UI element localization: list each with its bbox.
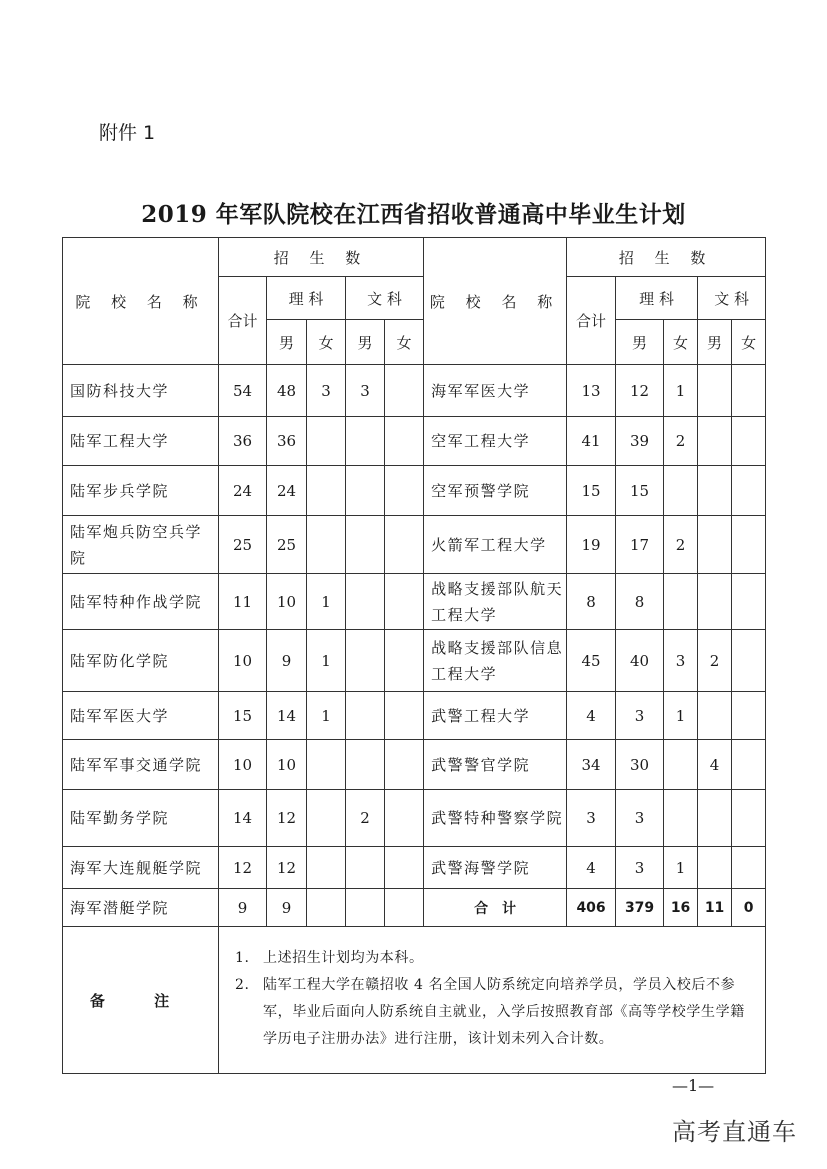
arts-female-cell — [385, 740, 424, 790]
female-header: 女 — [307, 320, 346, 365]
arts-male-cell: 4 — [698, 740, 732, 790]
school-name: 战略支援部队航天工程大学 — [424, 574, 567, 630]
science-male-cell: 12 — [267, 790, 307, 847]
arts-header-right: 文 科 — [698, 277, 766, 320]
school-name: 陆军防化学院 — [63, 630, 219, 692]
science-male-cell: 3 — [616, 847, 664, 889]
total-cell: 3 — [567, 790, 616, 847]
enroll-header-right: 招 生 数 — [567, 238, 766, 277]
school-name: 海军大连舰艇学院 — [63, 847, 219, 889]
table-row — [63, 740, 766, 790]
science-male-cell: 14 — [267, 692, 307, 740]
female-header: 女 — [664, 320, 698, 365]
header-row-1 — [63, 238, 766, 277]
arts-male-cell — [346, 516, 385, 574]
science-header-right: 理 科 — [616, 277, 698, 320]
arts-female-cell — [732, 692, 766, 740]
science-female-cell: 1 — [307, 692, 346, 740]
arts-female-cell — [732, 417, 766, 466]
arts-female-cell — [732, 516, 766, 574]
attachment-label: 附件 1 — [99, 122, 156, 144]
note-index: 1. — [235, 950, 250, 966]
science-male-cell: 3 — [616, 692, 664, 740]
female-header: 女 — [385, 320, 424, 365]
watermark: 高考直通车 — [672, 1118, 797, 1146]
table-row — [63, 847, 766, 889]
table-row-last — [63, 889, 766, 927]
school-name: 国防科技大学 — [63, 365, 219, 417]
arts-female-cell — [732, 847, 766, 889]
science-male-cell: 9 — [267, 889, 307, 927]
science-female-cell: 1 — [664, 847, 698, 889]
science-male-cell: 12 — [267, 847, 307, 889]
arts-male-cell — [346, 692, 385, 740]
arts-male-cell — [698, 790, 732, 847]
arts-male-cell — [698, 847, 732, 889]
science-male-cell: 36 — [267, 417, 307, 466]
school-name: 陆军步兵学院 — [63, 466, 219, 516]
school-name: 火箭军工程大学 — [424, 516, 567, 574]
science-male-cell: 12 — [616, 365, 664, 417]
note-text: 上述招生计划均为本科。 — [263, 950, 424, 966]
total-cell: 34 — [567, 740, 616, 790]
male-header: 男 — [267, 320, 307, 365]
science-female-cell: 1 — [307, 630, 346, 692]
table-row — [63, 630, 766, 692]
notes-row — [63, 927, 766, 1074]
total-cell: 54 — [219, 365, 267, 417]
science-female-cell — [664, 466, 698, 516]
school-name: 陆军特种作战学院 — [63, 574, 219, 630]
science-male-cell: 9 — [267, 630, 307, 692]
science-female-cell: 1 — [664, 365, 698, 417]
arts-male-cell — [346, 740, 385, 790]
school-name: 战略支援部队信息工程大学 — [424, 630, 567, 692]
arts-female-cell — [385, 365, 424, 417]
table-row — [63, 365, 766, 417]
male-header: 男 — [346, 320, 385, 365]
total-cell: 11 — [219, 574, 267, 630]
school-name: 武警警官学院 — [424, 740, 567, 790]
enroll-header-left: 招 生 数 — [219, 238, 424, 277]
note-text: 陆军工程大学在赣招收 4 名全国人防系统定向培养学员，学员入校后不参军，毕业后面向人防系统自主就业，入学后按照教育部《高等学校学生学籍学历电子注册办法》进行注册，该计划未列入合计数。 — [263, 977, 745, 1047]
school-name: 陆军军事交通学院 — [63, 740, 219, 790]
school-name: 武警工程大学 — [424, 692, 567, 740]
arts-female-cell — [732, 630, 766, 692]
science-female-cell — [307, 847, 346, 889]
grand-total-value: 406 — [567, 889, 616, 927]
science-female-cell — [307, 466, 346, 516]
school-name: 陆军工程大学 — [63, 417, 219, 466]
school-name: 陆军军医大学 — [63, 692, 219, 740]
arts-male-cell — [346, 574, 385, 630]
arts-female-cell — [732, 790, 766, 847]
arts-female-cell — [732, 574, 766, 630]
science-header-left: 理 科 — [267, 277, 346, 320]
page-title: 2019 年军队院校在江西省招收普通高中毕业生计划 — [141, 201, 686, 228]
total-cell: 10 — [219, 630, 267, 692]
table-row — [63, 417, 766, 466]
science-female-cell — [664, 740, 698, 790]
grand-total-label: 合 计 — [424, 889, 567, 927]
total-cell: 12 — [219, 847, 267, 889]
arts-male-cell — [698, 417, 732, 466]
total-cell: 15 — [219, 692, 267, 740]
page-number: —1— — [672, 1076, 715, 1095]
arts-female-cell — [385, 847, 424, 889]
arts-male-cell — [698, 574, 732, 630]
notes-label: 备 注 — [63, 927, 219, 1074]
science-female-cell: 3 — [307, 365, 346, 417]
notes-content — [219, 927, 766, 1074]
science-male-cell: 40 — [616, 630, 664, 692]
total-cell: 10 — [219, 740, 267, 790]
total-cell: 15 — [567, 466, 616, 516]
table-row — [63, 466, 766, 516]
school-name: 海军军医大学 — [424, 365, 567, 417]
science-female-cell — [307, 740, 346, 790]
science-male-cell: 10 — [267, 740, 307, 790]
grand-total-science-female: 16 — [664, 889, 698, 927]
arts-male-cell — [698, 516, 732, 574]
note-item — [235, 945, 757, 972]
science-male-cell: 8 — [616, 574, 664, 630]
total-cell: 45 — [567, 630, 616, 692]
science-male-cell: 3 — [616, 790, 664, 847]
arts-male-cell: 2 — [698, 630, 732, 692]
arts-female-cell — [385, 574, 424, 630]
arts-female-cell — [732, 365, 766, 417]
grand-total-science-male: 379 — [616, 889, 664, 927]
table-row — [63, 516, 766, 574]
arts-male-cell — [346, 847, 385, 889]
science-female-cell — [664, 790, 698, 847]
table-row — [63, 790, 766, 847]
table-row — [63, 574, 766, 630]
total-header-right: 合计 — [567, 277, 616, 365]
arts-female-cell — [385, 692, 424, 740]
total-cell: 24 — [219, 466, 267, 516]
science-male-cell: 30 — [616, 740, 664, 790]
grand-total-arts-female: 0 — [732, 889, 766, 927]
school-name: 陆军炮兵防空兵学院 — [63, 516, 219, 574]
arts-male-cell: 2 — [346, 790, 385, 847]
grand-total-arts-male: 11 — [698, 889, 732, 927]
science-female-cell — [307, 889, 346, 927]
school-name: 空军工程大学 — [424, 417, 567, 466]
science-male-cell: 39 — [616, 417, 664, 466]
arts-female-cell — [385, 889, 424, 927]
school-header-left: 院 校 名 称 — [63, 238, 219, 365]
arts-female-cell — [732, 740, 766, 790]
total-cell: 41 — [567, 417, 616, 466]
science-female-cell: 2 — [664, 516, 698, 574]
science-male-cell: 15 — [616, 466, 664, 516]
science-female-cell — [664, 574, 698, 630]
school-name: 武警特种警察学院 — [424, 790, 567, 847]
science-female-cell: 1 — [307, 574, 346, 630]
arts-male-cell — [698, 692, 732, 740]
total-cell: 9 — [219, 889, 267, 927]
arts-female-cell — [385, 516, 424, 574]
science-female-cell — [307, 516, 346, 574]
note-index: 2. — [235, 977, 250, 993]
total-cell: 13 — [567, 365, 616, 417]
total-cell: 36 — [219, 417, 267, 466]
arts-female-cell — [385, 630, 424, 692]
school-name: 武警海警学院 — [424, 847, 567, 889]
school-header-right: 院 校 名 称 — [424, 238, 567, 365]
total-header-left: 合计 — [219, 277, 267, 365]
note-item — [235, 972, 757, 1053]
enrollment-table — [62, 237, 766, 1074]
school-name: 海军潜艇学院 — [63, 889, 219, 927]
arts-male-cell — [698, 466, 732, 516]
science-female-cell: 3 — [664, 630, 698, 692]
science-male-cell: 17 — [616, 516, 664, 574]
arts-header-left: 文 科 — [346, 277, 424, 320]
total-cell: 19 — [567, 516, 616, 574]
arts-female-cell — [385, 466, 424, 516]
science-female-cell: 2 — [664, 417, 698, 466]
male-header: 男 — [616, 320, 664, 365]
science-female-cell — [307, 417, 346, 466]
arts-male-cell — [346, 466, 385, 516]
arts-male-cell — [346, 889, 385, 927]
total-cell: 4 — [567, 692, 616, 740]
science-male-cell: 25 — [267, 516, 307, 574]
science-female-cell — [307, 790, 346, 847]
school-name: 陆军勤务学院 — [63, 790, 219, 847]
total-cell: 14 — [219, 790, 267, 847]
total-cell: 25 — [219, 516, 267, 574]
arts-female-cell — [385, 417, 424, 466]
arts-male-cell — [346, 630, 385, 692]
school-name: 空军预警学院 — [424, 466, 567, 516]
arts-female-cell — [732, 466, 766, 516]
science-female-cell: 1 — [664, 692, 698, 740]
female-header: 女 — [732, 320, 766, 365]
table-row — [63, 692, 766, 740]
total-cell: 8 — [567, 574, 616, 630]
arts-female-cell — [385, 790, 424, 847]
science-male-cell: 24 — [267, 466, 307, 516]
total-cell: 4 — [567, 847, 616, 889]
arts-male-cell — [698, 365, 732, 417]
arts-male-cell: 3 — [346, 365, 385, 417]
science-male-cell: 48 — [267, 365, 307, 417]
science-male-cell: 10 — [267, 574, 307, 630]
arts-male-cell — [346, 417, 385, 466]
male-header: 男 — [698, 320, 732, 365]
